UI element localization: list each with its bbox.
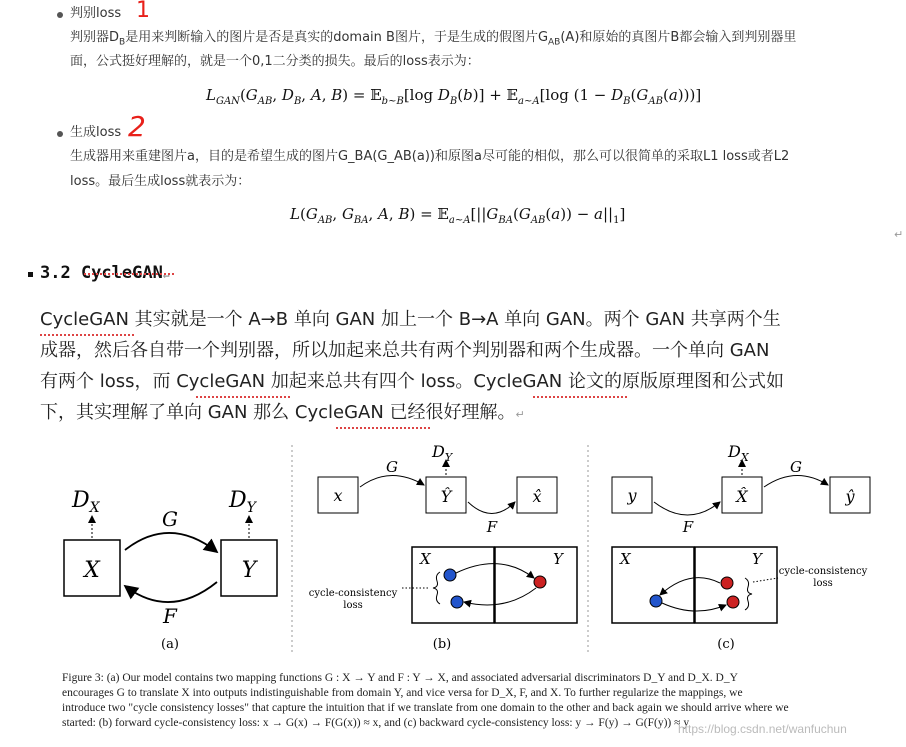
spellcheck-underline (196, 393, 290, 398)
label-c: (c) (717, 637, 735, 652)
node-xhat: x̂ (532, 487, 542, 506)
bullet1-text-line2: 面，公式挺好理解的，就是一个0,1二分类的损失。最后的loss表示为： (70, 54, 480, 69)
arrow-map (660, 578, 720, 595)
domain-Y-label: Y (752, 550, 762, 568)
arrow-G-c (764, 475, 828, 487)
caption-line-3: introduce two "cycle consistency losses" that capture the intuition that if we translate from one domain to the other and back again we should arrive where we (62, 702, 789, 714)
label-DY: $D_Y$ (229, 488, 256, 516)
node-Yhat: Ŷ (440, 487, 452, 506)
cycle-loss-label-c2: loss (813, 578, 833, 589)
point-red (727, 596, 739, 608)
handwritten-mark-2: 2 (128, 110, 146, 143)
node-X: X (84, 558, 100, 583)
para-line-4: 下，其实理解了单向 GAN 那么 CycleGAN 已经很好理解。↵ (40, 402, 525, 423)
label-F-c: F (682, 518, 694, 536)
arrow-G (125, 533, 217, 552)
domain-X-label: X (620, 550, 631, 568)
paragraph-mark: ↵ (894, 228, 904, 241)
label-F-b: F (486, 518, 498, 536)
arrow-G-b (360, 475, 424, 487)
label-G-b: G (386, 458, 398, 476)
section-heading: 3.2 CycleGAN↵ (40, 263, 170, 283)
para-line-3: 有两个 loss，而 CycleGAN 加起来总共有四个 loss。CycleGAN 论文的原版原理图和公式如 (40, 371, 784, 392)
heading-bullet (28, 272, 33, 277)
bullet2-text-line1: 生成器用来重建图片a，目的是希望生成的图片G_BA(G_AB(a))和原图a尽可能的相似，那么可以很简单的采取L1 loss或者L2 (70, 149, 790, 164)
label-G: G (162, 507, 178, 531)
brace (745, 578, 752, 610)
spellcheck-underline (40, 331, 134, 336)
cyclegan-figure (0, 440, 906, 670)
arrow-map-back (464, 588, 536, 605)
domain-Y-box (695, 547, 777, 623)
arrow-F (125, 582, 217, 602)
bullet-dot (57, 131, 63, 137)
node-Y: Y (241, 558, 257, 583)
label-DX-c: $D_X$ (728, 442, 749, 464)
node-y: y (627, 486, 637, 505)
label-a: (a) (161, 637, 179, 652)
arrow-F-b (468, 502, 515, 514)
label-b: (b) (432, 637, 452, 652)
point-blue (650, 595, 662, 607)
caption-line-4: started: (b) forward cycle-consistency loss: x → G(x) → F(G(x)) ≈ x, and (c) backward cycle-consistency loss: y → F(y) → G(F(y)) ≈ y (62, 717, 690, 729)
formula-cycle-loss: $L(G_{AB}$, $G_{BA}$, A, $B) = 𝔼_{a\sim A}[||G_{BA}(G_{AB}(a)) - a||_1]$ (290, 205, 626, 226)
spellcheck-underline (336, 424, 430, 429)
handwritten-mark-1: 1 (136, 0, 150, 23)
node-Xhat: X̂ (736, 487, 748, 506)
cycle-loss-label-b: cycle-consistency (308, 588, 398, 599)
formula-gan-loss: $L_{GAN}(G_{AB}$, $D_B$, A, B) = 𝔼$_{b\sim B}$[log $D_B(b)$] + 𝔼$_{a\sim A}$[log $(1 - D_B(G_{AB}(a)))$] (206, 86, 702, 107)
bullet-title-discriminator-loss: 判别loss (70, 6, 122, 21)
bullet2-text-line2: loss。最后生成loss就表示为： (70, 174, 251, 189)
cycle-loss-label-c: cycle-consistency (778, 566, 868, 577)
caption-line-2: encourages G to translate X into outputs indistinguishable from domain Y, and vice versa for D_X, F, and X. To further regularize the mappings, we (62, 687, 743, 699)
point-blue (444, 569, 456, 581)
spellcheck-underline (533, 393, 627, 398)
node-yhat: ŷ (845, 487, 855, 506)
point-blue (451, 596, 463, 608)
label-G-c: G (790, 458, 802, 476)
bullet-title-generator-loss: 生成loss (70, 125, 122, 140)
point-red (534, 576, 546, 588)
loss-pointer (753, 578, 778, 582)
brace (433, 572, 440, 604)
label-F: F (163, 604, 177, 628)
node-x: x (333, 486, 343, 505)
label-DY-b: $D_Y$ (432, 442, 453, 464)
cycle-loss-label-b2: loss (343, 600, 363, 611)
caption-line-1: Figure 3: (a) Our model contains two mapping functions G : X → Y and F : Y → X, and associated adversarial discriminators D_Y and D_X. D_Y (62, 672, 738, 684)
domain-X-label: X (420, 550, 431, 568)
arrow-F-c (654, 502, 720, 515)
spellcheck-underline (84, 270, 174, 275)
domain-Y-label: Y (553, 550, 563, 568)
bullet1-text-line1: 判别器$D_B$是用来判断输入的图片是否是真实的domain B图片，于是生成的假图片$G_{AB}(A)$和原始的真图片B都会输入到判别器里 (70, 30, 797, 48)
bullet-dot (57, 12, 63, 18)
label-DX: $D_X$ (72, 488, 100, 516)
watermark: https://blog.csdn.net/wanfuchun (678, 722, 847, 736)
para-line-2: 成器，然后各自带一个判别器，所以加起来总共有两个判别器和两个生成器。一个单向 GAN (40, 340, 770, 361)
point-red (721, 577, 733, 589)
para-line-1: CycleGAN 其实就是一个 A→B 单向 GAN 加上一个 B→A 单向 GAN。两个 GAN 共享两个生 (40, 309, 781, 330)
